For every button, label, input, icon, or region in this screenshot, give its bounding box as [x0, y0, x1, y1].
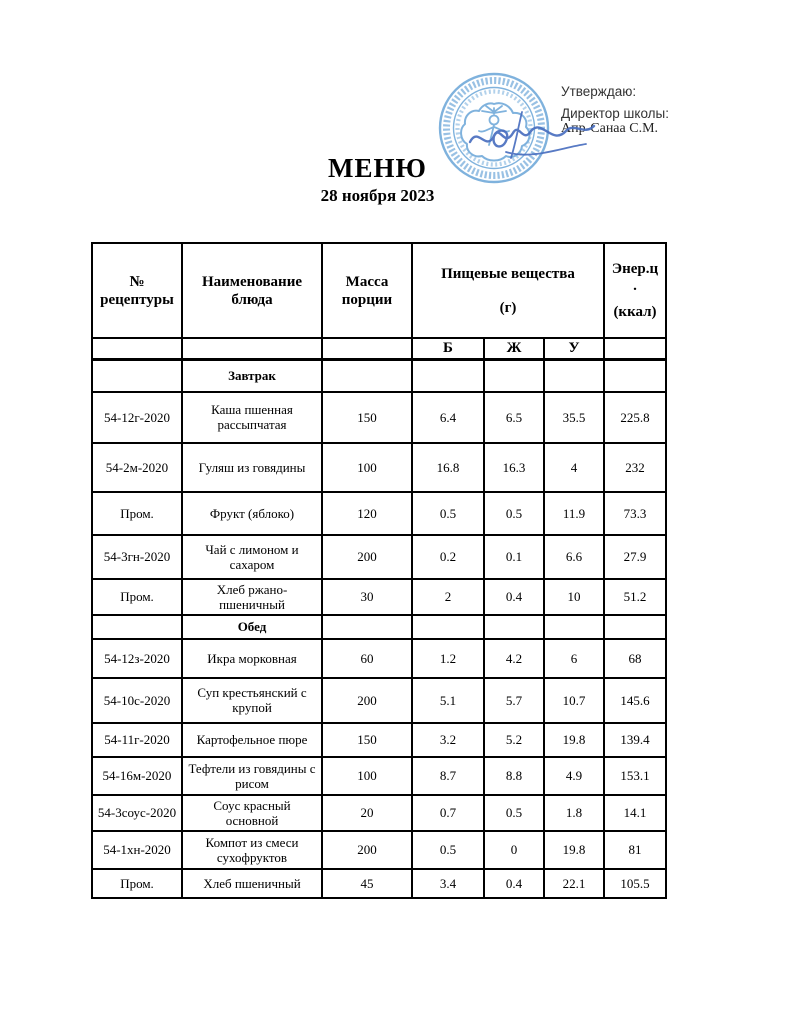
protein-cell: 6.4	[412, 392, 484, 443]
menu-table	[91, 242, 667, 899]
carbs-cell: 10.7	[544, 678, 604, 723]
mass-cell: 120	[322, 492, 412, 535]
approval-label: Утверждаю:	[561, 84, 637, 99]
header-mass: Масса порции	[322, 243, 412, 338]
header-energy	[604, 243, 666, 338]
kcal-cell: 51.2	[604, 579, 666, 615]
recipe-cell: 54-3гн-2020	[92, 535, 182, 579]
mass-cell: 150	[322, 392, 412, 443]
fat-cell: 5.7	[484, 678, 544, 723]
subheader-protein: Б	[412, 338, 484, 360]
carbs-cell: 35.5	[544, 392, 604, 443]
header-energy-line2: .	[633, 277, 637, 294]
carbs-cell: 19.8	[544, 831, 604, 869]
empty-cell	[92, 338, 182, 360]
empty-cell	[322, 360, 412, 392]
empty-cell	[412, 360, 484, 392]
section-label: Обед	[182, 615, 322, 639]
kcal-cell: 139.4	[604, 723, 666, 757]
director-name: Апр-Санаа С.М.	[561, 121, 659, 136]
kcal-cell: 105.5	[604, 869, 666, 898]
mass-cell: 200	[322, 831, 412, 869]
recipe-cell: 54-12г-2020	[92, 392, 182, 443]
recipe-cell: Пром.	[92, 492, 182, 535]
carbs-cell: 6	[544, 639, 604, 678]
header-nutrients-unit: (г)	[499, 299, 517, 316]
protein-cell: 5.1	[412, 678, 484, 723]
empty-cell	[604, 338, 666, 360]
mass-cell: 60	[322, 639, 412, 678]
kcal-cell: 73.3	[604, 492, 666, 535]
menu-item-row	[92, 757, 666, 795]
protein-cell: 16.8	[412, 443, 484, 492]
mass-cell: 100	[322, 443, 412, 492]
fat-cell: 4.2	[484, 639, 544, 678]
dish-cell: Икра морковная	[182, 639, 322, 678]
recipe-cell: 54-1хн-2020	[92, 831, 182, 869]
menu-item-row	[92, 678, 666, 723]
menu-date: 28 ноября 2023	[320, 186, 435, 205]
kcal-cell: 225.8	[604, 392, 666, 443]
header-dish: Наименование блюда	[182, 243, 322, 338]
carbs-cell: 10	[544, 579, 604, 615]
protein-cell: 0.2	[412, 535, 484, 579]
carbs-cell: 19.8	[544, 723, 604, 757]
menu-item-row	[92, 443, 666, 492]
header-recipe: № рецептуры	[92, 243, 182, 338]
protein-cell: 3.2	[412, 723, 484, 757]
menu-item-row	[92, 723, 666, 757]
protein-cell: 0.5	[412, 492, 484, 535]
recipe-cell: 54-2м-2020	[92, 443, 182, 492]
carbs-cell: 1.8	[544, 795, 604, 831]
protein-cell: 2	[412, 579, 484, 615]
kcal-cell: 81	[604, 831, 666, 869]
dish-cell: Хлеб ржано-пшеничный	[182, 579, 322, 615]
empty-cell	[92, 615, 182, 639]
menu-item-row	[92, 535, 666, 579]
dish-cell: Чай с лимоном и сахаром	[182, 535, 322, 579]
fat-cell: 8.8	[484, 757, 544, 795]
director-title: Директор школы:	[561, 106, 669, 121]
recipe-cell: 54-10с-2020	[92, 678, 182, 723]
fat-cell: 0.5	[484, 795, 544, 831]
mass-cell: 20	[322, 795, 412, 831]
fat-cell: 5.2	[484, 723, 544, 757]
kcal-cell: 145.6	[604, 678, 666, 723]
empty-cell	[604, 360, 666, 392]
empty-cell	[92, 360, 182, 392]
header-energy-line3: (ккал)	[613, 303, 657, 320]
protein-cell: 3.4	[412, 869, 484, 898]
school-seal-stamp	[436, 68, 604, 192]
fat-cell: 0.5	[484, 492, 544, 535]
protein-cell: 8.7	[412, 757, 484, 795]
mass-cell: 45	[322, 869, 412, 898]
protein-cell: 0.7	[412, 795, 484, 831]
page-title: МЕНЮ	[328, 153, 427, 183]
empty-cell	[484, 360, 544, 392]
dish-cell: Картофельное пюре	[182, 723, 322, 757]
recipe-cell: 54-16м-2020	[92, 757, 182, 795]
dish-cell: Соус красный основной	[182, 795, 322, 831]
empty-cell	[544, 360, 604, 392]
menu-item-row	[92, 579, 666, 615]
recipe-cell: Пром.	[92, 579, 182, 615]
empty-cell	[322, 615, 412, 639]
recipe-cell: 54-3соус-2020	[92, 795, 182, 831]
fat-cell: 0	[484, 831, 544, 869]
recipe-cell: 54-11г-2020	[92, 723, 182, 757]
subheader-fat: Ж	[484, 338, 544, 360]
empty-cell	[412, 615, 484, 639]
protein-cell: 1.2	[412, 639, 484, 678]
kcal-cell: 68	[604, 639, 666, 678]
kcal-cell: 14.1	[604, 795, 666, 831]
dish-cell: Гуляш из говядины	[182, 443, 322, 492]
header-nutrients-label: Пищевые вещества	[441, 265, 575, 282]
dish-cell: Каша пшенная рассыпчатая	[182, 392, 322, 443]
protein-cell: 0.5	[412, 831, 484, 869]
menu-item-row	[92, 795, 666, 831]
dish-cell: Тефтели из говядины с рисом	[182, 757, 322, 795]
empty-cell	[322, 338, 412, 360]
fat-cell: 0.1	[484, 535, 544, 579]
dish-cell: Суп крестьянский с крупой	[182, 678, 322, 723]
carbs-cell: 22.1	[544, 869, 604, 898]
mass-cell: 30	[322, 579, 412, 615]
dish-cell: Хлеб пшеничный	[182, 869, 322, 898]
header-nutrients	[412, 243, 604, 338]
carbs-cell: 11.9	[544, 492, 604, 535]
mass-cell: 100	[322, 757, 412, 795]
fat-cell: 16.3	[484, 443, 544, 492]
mass-cell: 200	[322, 535, 412, 579]
fat-cell: 6.5	[484, 392, 544, 443]
empty-cell	[182, 338, 322, 360]
section-row-breakfast	[92, 360, 666, 392]
menu-item-row	[92, 869, 666, 898]
mass-cell: 200	[322, 678, 412, 723]
menu-item-row	[92, 639, 666, 678]
subheader-row	[92, 338, 666, 360]
section-row-lunch	[92, 615, 666, 639]
subheader-carbs: У	[544, 338, 604, 360]
dish-cell: Фрукт (яблоко)	[182, 492, 322, 535]
dish-cell: Компот из смеси сухофруктов	[182, 831, 322, 869]
carbs-cell: 4	[544, 443, 604, 492]
kcal-cell: 153.1	[604, 757, 666, 795]
empty-cell	[544, 615, 604, 639]
empty-cell	[604, 615, 666, 639]
kcal-cell: 27.9	[604, 535, 666, 579]
recipe-cell: Пром.	[92, 869, 182, 898]
section-label: Завтрак	[182, 360, 322, 392]
recipe-cell: 54-12з-2020	[92, 639, 182, 678]
header-energy-line1: Энер.ц	[611, 260, 659, 277]
header-row	[92, 243, 666, 338]
school-seal-graphic	[436, 68, 604, 192]
carbs-cell: 6.6	[544, 535, 604, 579]
mass-cell: 150	[322, 723, 412, 757]
carbs-cell: 4.9	[544, 757, 604, 795]
empty-cell	[484, 615, 544, 639]
menu-item-row	[92, 492, 666, 535]
fat-cell: 0.4	[484, 579, 544, 615]
menu-item-row	[92, 392, 666, 443]
kcal-cell: 232	[604, 443, 666, 492]
fat-cell: 0.4	[484, 869, 544, 898]
menu-item-row	[92, 831, 666, 869]
